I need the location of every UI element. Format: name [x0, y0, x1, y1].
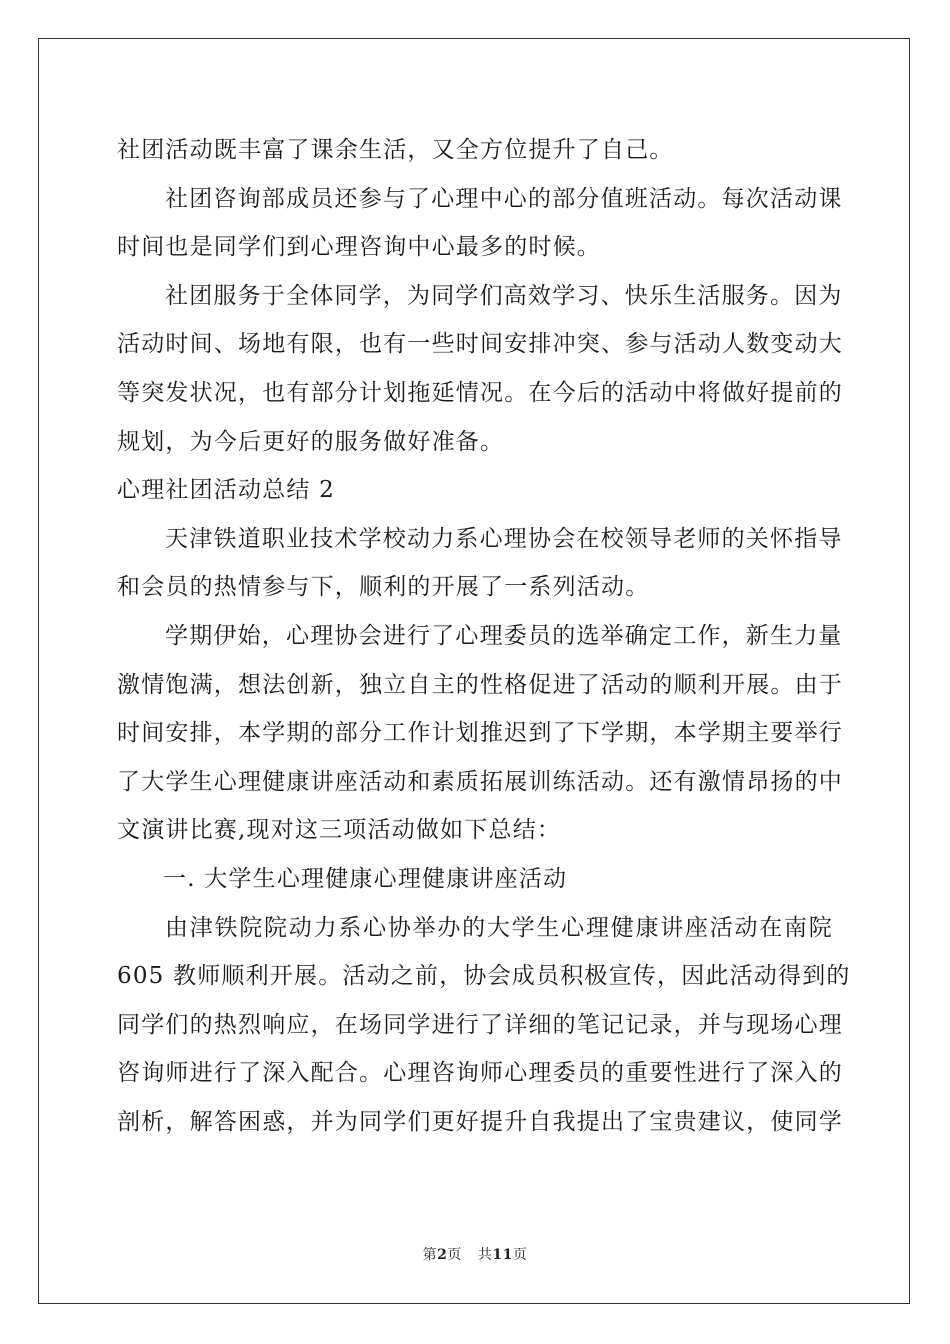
- total-suffix: 页: [512, 1247, 528, 1263]
- text-line: 天津铁道职业技术学校动力系心理协会在校领导老师的关怀指导: [165, 525, 843, 552]
- text-line: 社团咨询部成员还参与了心理中心的部分值班活动。每次活动课: [165, 185, 843, 212]
- text-line: 等突发状况，也有部分计划拖延情况。在今后的活动中将做好提前的: [117, 379, 843, 406]
- page-prefix: 第: [422, 1247, 438, 1263]
- text-line: 605 教师顺利开展。活动之前，协会成员积极宣传，因此活动得到的: [117, 963, 851, 990]
- text-line: 由津铁院院动力系心协举办的大学生心理健康讲座活动在南院: [165, 914, 833, 941]
- page-footer: [0, 1244, 950, 1264]
- text-line: 社团服务于全体同学，为同学们高效学习、快乐生活服务。因为: [165, 282, 843, 309]
- text-line: 学期伊始，心理协会进行了心理委员的选举确定工作，新生力量: [165, 622, 843, 649]
- text-line: 时间也是同学们到心理咨询中心最多的时候。: [117, 234, 601, 261]
- text-line: 文演讲比赛,现对这三项活动做如下总结：: [117, 817, 562, 844]
- total-prefix: 共: [477, 1247, 493, 1263]
- page-number: 2: [437, 1247, 448, 1263]
- text-line: 咨询师进行了深入配合。心理咨询师心理委员的重要性进行了深入的: [117, 1060, 843, 1087]
- text-line: 了大学生心理健康讲座活动和素质拓展训练活动。还有激情昂扬的中: [117, 768, 843, 795]
- document-body: [117, 126, 851, 1146]
- text-line: 规划，为今后更好的服务做好准备。: [117, 428, 505, 455]
- total-pages: 11: [492, 1247, 513, 1263]
- section-heading: 心理社团活动总结 2: [117, 477, 335, 504]
- text-line: 社团活动既丰富了课余生活，又全方位提升了自己。: [117, 137, 674, 163]
- text-line: 同学们的热烈响应，在场同学进行了详细的笔记记录，并与现场心理: [117, 1011, 843, 1038]
- list-item-heading: 一. 大学生心理健康心理健康讲座活动: [163, 865, 568, 892]
- text-line: 活动时间、场地有限，也有一些时间安排冲突、参与活动人数变动大: [117, 331, 843, 358]
- page-suffix: 页: [447, 1247, 462, 1263]
- text-line: 剖析，解答困惑，并为同学们更好提升自我提出了宝贵建议，使同学: [117, 1108, 843, 1135]
- text-line: 和会员的热情参与下，顺利的开展了一系列活动。: [117, 574, 650, 601]
- text-line: 激情饱满，想法创新，独立自主的性格促进了活动的顺利开展。由于: [117, 671, 843, 698]
- text-line: 时间安排，本学期的部分工作计划推迟到了下学期，本学期主要举行: [117, 720, 843, 747]
